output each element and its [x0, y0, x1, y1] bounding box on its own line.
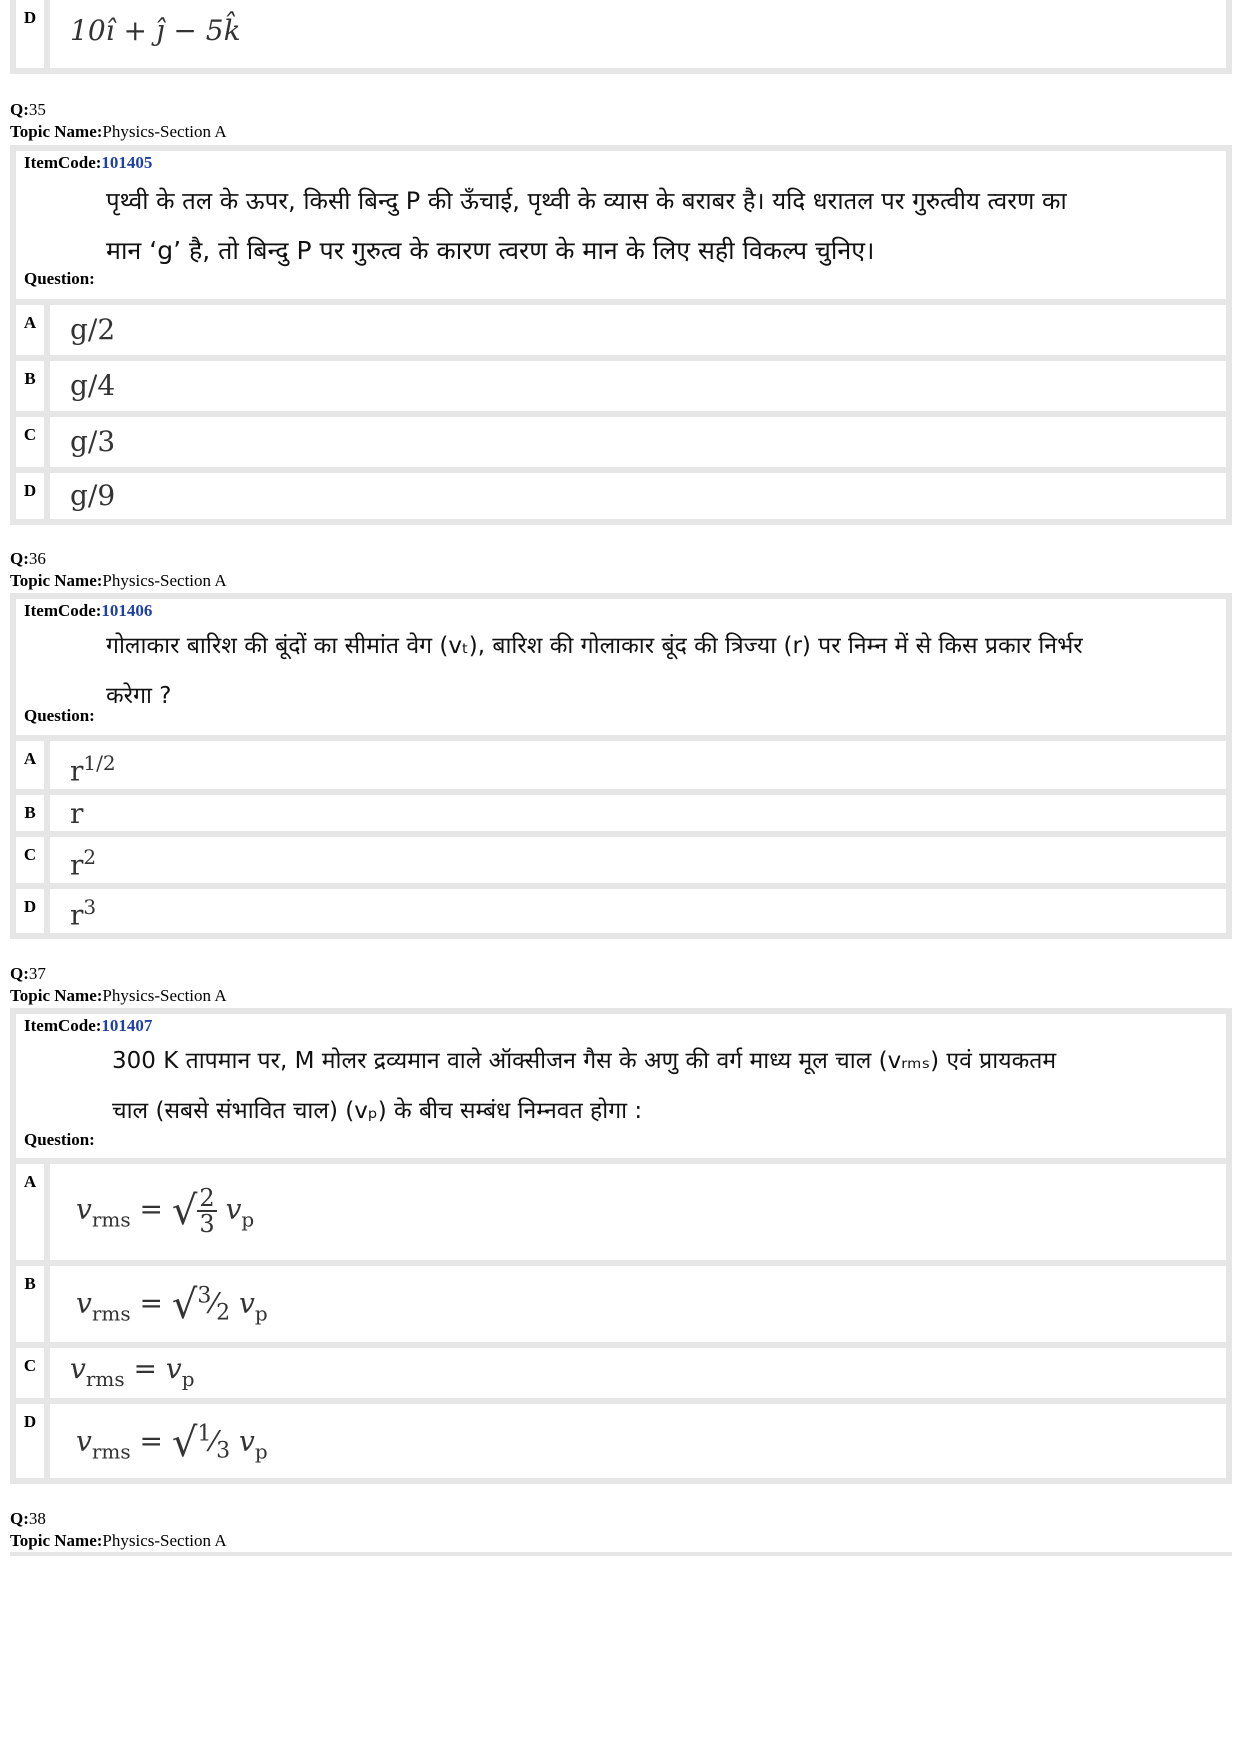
option-value	[60, 837, 1226, 883]
option-text: $r^2$	[70, 845, 97, 882]
option-row	[16, 1342, 1226, 1398]
question-label: Question:	[24, 269, 95, 288]
topic-name: Physics-Section A	[102, 122, 227, 141]
option-value	[60, 1266, 1226, 1342]
option-label: C	[16, 837, 50, 883]
question-prefix: Q:	[10, 1509, 29, 1528]
question-row	[16, 1014, 1226, 1158]
option-label: B	[16, 1266, 50, 1342]
topic-name: Physics-Section A	[102, 986, 227, 1005]
question-number: 37	[28, 964, 46, 983]
option-equation: $v_{rms} = v_p$	[70, 1352, 195, 1391]
option-value	[60, 417, 1226, 467]
option-label: D	[16, 889, 50, 933]
option-row	[16, 883, 1226, 933]
option-row	[16, 467, 1226, 519]
divider	[10, 1552, 1232, 1556]
question-text-line: पृथ्वी के तल के ऊपर, किसी बिन्दु P की ऊँचाई, पृथ्वी के व्यास के बराबर है। यदि धरातल पर गुरुत्वीय त्वरण का	[106, 187, 1067, 215]
option-label: D	[16, 473, 50, 519]
option-value	[60, 795, 1226, 831]
topic-name: Physics-Section A	[102, 571, 227, 590]
question-text-line: 300 K तापमान पर, M मोलर द्रव्यमान वाले ऑक्सीजन गैस के अणु की वर्ग माध्य मूल चाल (vᵣₘₛ) एवं प्रायकतम	[112, 1048, 1057, 1074]
option-row	[16, 831, 1226, 883]
question-text-line: चाल (सबसे संभावित चाल) (vₚ) के बीच सम्बंध निम्नवत होगा :	[112, 1098, 643, 1124]
option-row	[16, 789, 1226, 831]
item-code: ItemCode:101406	[24, 601, 153, 620]
option-row	[16, 411, 1226, 467]
topic-label: Topic Name:	[10, 1531, 103, 1550]
topic-label: Topic Name:	[10, 986, 103, 1005]
question-prefix: Q:	[10, 549, 29, 568]
option-equation: $v_{rms}$ = $√^1⁄_3$ $v_p$	[76, 1420, 268, 1466]
question-row	[16, 151, 1226, 299]
question-number: 36	[28, 549, 46, 568]
option-equation: $v_{rms}$ = $√^3⁄_2$ $v_p$	[76, 1282, 268, 1328]
question-header	[10, 1508, 227, 1552]
option-value	[60, 889, 1226, 933]
option-label: A	[16, 741, 50, 789]
option-label: A	[16, 1164, 50, 1260]
item-code-value: 101407	[101, 1016, 153, 1035]
option-row	[16, 1158, 1226, 1260]
question-box	[10, 1008, 1232, 1484]
prev-question-options	[10, 0, 1232, 74]
option-row	[16, 0, 1226, 68]
option-value	[60, 305, 1226, 355]
option-label: D	[16, 1404, 50, 1478]
option-label: B	[16, 795, 50, 831]
question-text	[112, 1036, 1216, 1136]
question-text-line: करेगा ?	[106, 683, 172, 709]
question-number: 38	[28, 1509, 46, 1528]
option-value	[60, 361, 1226, 411]
question-text	[106, 176, 1216, 276]
option-text: g/3	[70, 425, 116, 458]
question-text-line: मान ‘g’ है, तो बिन्दु P पर गुरुत्व के कारण त्वरण के मान के लिए सही विकल्प चुनिए।	[106, 236, 875, 265]
option-text: r	[70, 797, 84, 830]
question-label: Question:	[24, 706, 95, 725]
item-code-value: 101405	[101, 153, 153, 172]
item-code: ItemCode:101407	[24, 1016, 153, 1035]
question-box	[10, 145, 1232, 525]
sqrt-icon: √	[171, 1282, 198, 1328]
option-label: C	[16, 1348, 50, 1398]
question-text	[106, 621, 1216, 721]
topic-name: Physics-Section A	[102, 1531, 227, 1550]
question-header	[10, 548, 227, 592]
sqrt-icon: √	[171, 1420, 198, 1466]
question-text-line: गोलाकार बारिश की बूंदों का सीमांत वेग (vₜ), बारिश की गोलाकार बूंद की त्रिज्या (r) पर निम्न में से किस प्रकार निर्भर	[106, 633, 1083, 659]
option-row	[16, 299, 1226, 355]
option-value	[60, 0, 1226, 68]
option-equation: $v_{rms}$ = √ $\frac{2}{3}$ $v_p$	[76, 1184, 255, 1238]
option-row	[16, 355, 1226, 411]
question-prefix: Q:	[10, 100, 29, 119]
option-value	[60, 473, 1226, 519]
option-text: g/4	[70, 369, 116, 402]
question-label: Question:	[24, 1130, 95, 1149]
option-text: $r^3$	[70, 895, 97, 932]
option-value	[60, 1348, 1226, 1398]
option-row	[16, 1260, 1226, 1342]
option-label: B	[16, 361, 50, 411]
option-value	[60, 1164, 1226, 1260]
question-box	[10, 593, 1232, 939]
option-text: g/2	[70, 313, 116, 346]
question-row	[16, 599, 1226, 735]
question-number: 35	[28, 100, 46, 119]
option-label: A	[16, 305, 50, 355]
option-value	[60, 1404, 1226, 1478]
topic-label: Topic Name:	[10, 122, 103, 141]
sqrt-icon: √	[171, 1188, 198, 1234]
option-text: g/9	[70, 479, 116, 512]
topic-label: Topic Name:	[10, 571, 103, 590]
question-header	[10, 99, 227, 143]
question-header	[10, 963, 227, 1007]
option-row	[16, 735, 1226, 789]
item-code: ItemCode:101405	[24, 153, 153, 172]
option-label: D	[16, 0, 50, 68]
option-label: C	[16, 417, 50, 467]
item-code-value: 101406	[101, 601, 153, 620]
option-row	[16, 1398, 1226, 1478]
question-prefix: Q:	[10, 964, 29, 983]
option-value	[60, 741, 1226, 789]
option-text: $r^{1/2}$	[70, 751, 116, 788]
option-expression: 10î + ĵ − 5k̂	[70, 14, 241, 47]
